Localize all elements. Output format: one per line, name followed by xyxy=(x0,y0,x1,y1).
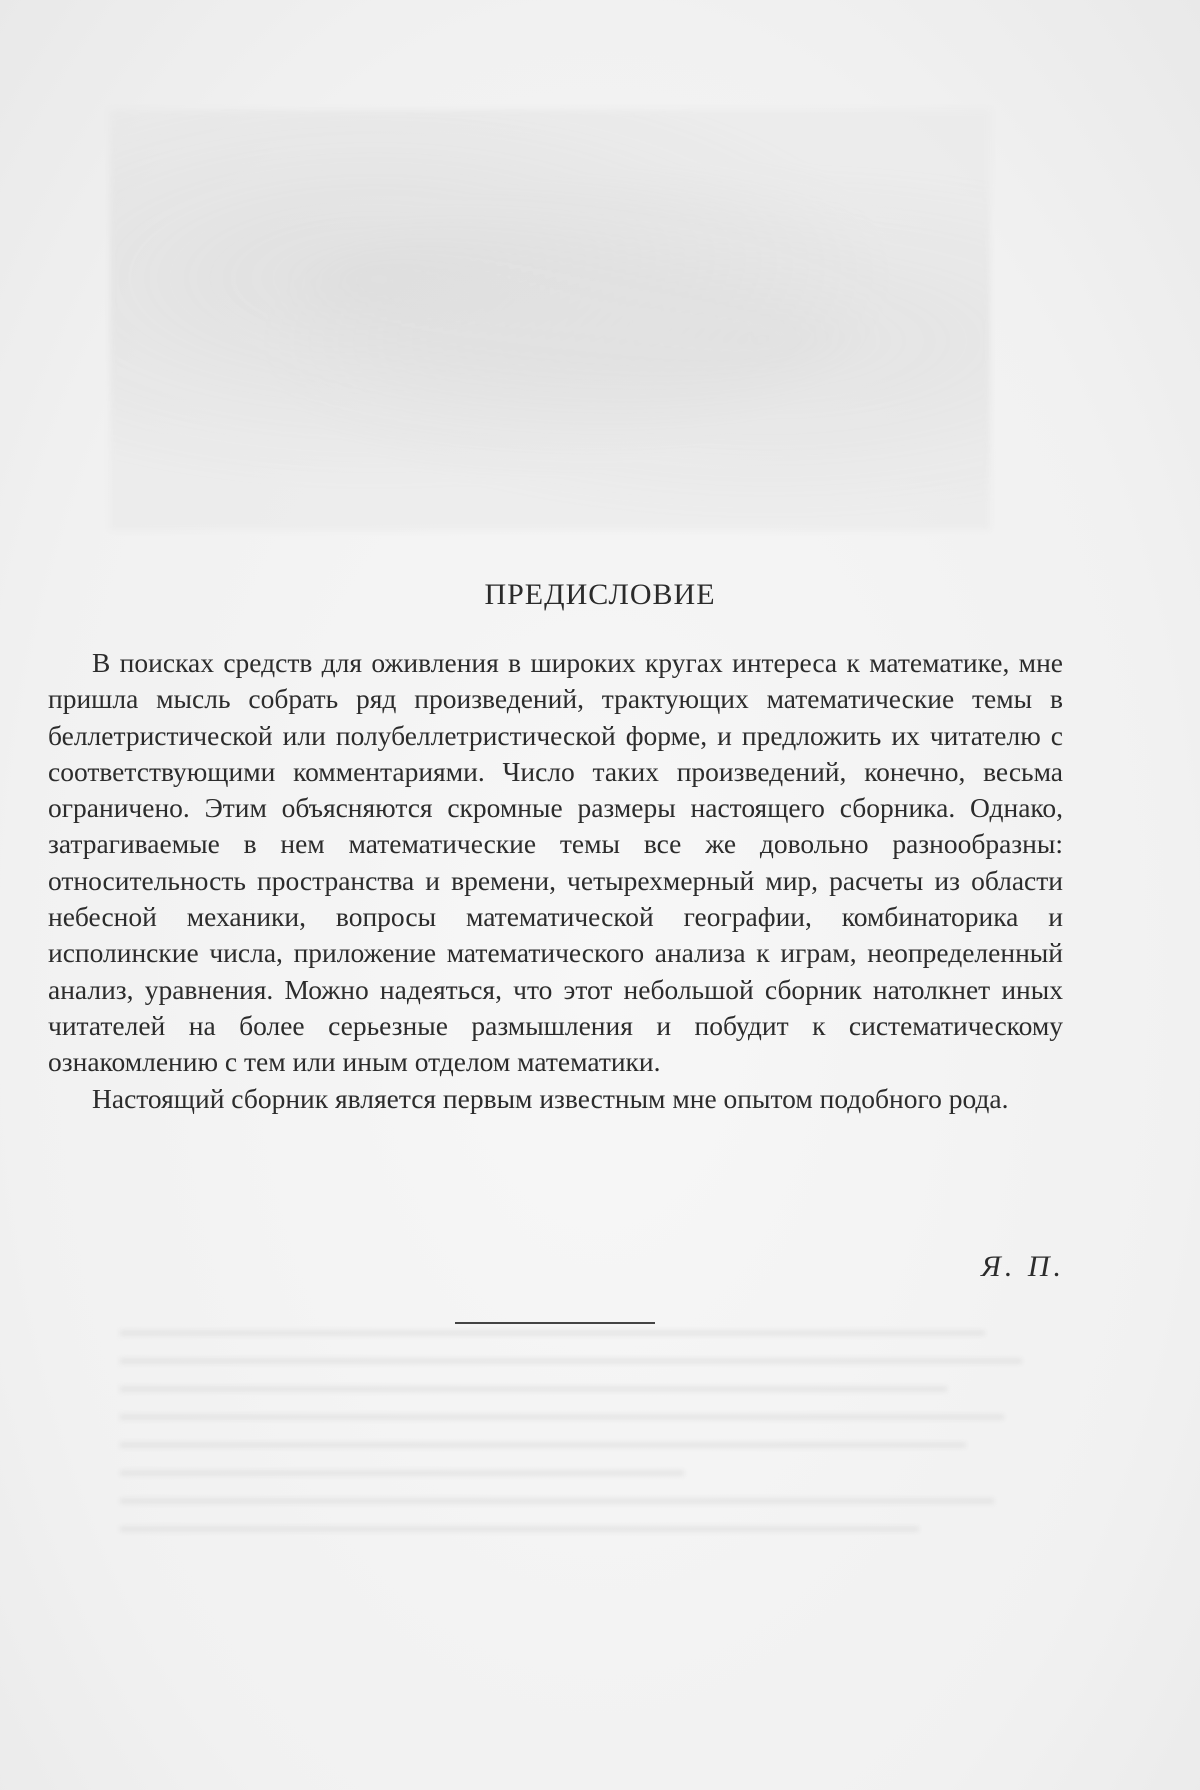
preface-body xyxy=(48,645,1063,1117)
paragraph-2: Настоящий сборник является первым известным мне опытом подобного рода. xyxy=(92,1082,1009,1114)
page-title: ПРЕДИСЛОВИЕ xyxy=(484,578,716,611)
bleed-through-illustration xyxy=(110,110,990,530)
section-divider xyxy=(455,1322,655,1324)
bleed-through-text xyxy=(120,1330,1060,1600)
author-signature: Я. П. xyxy=(981,1250,1065,1283)
paragraph-1: В поисках средств для оживления в широких кругах интереса к математике, мне пришла мысль собрать ряд произведений, трактующих математические темы в беллетристической или полубеллетристической форме, и предложить их читателю с соответствующими комментариями. Число таких произведений, конечно, весьма ограничено. Этим объясняются скромные размеры настоящего сборника. Однако, затрагиваемые в нем математические темы все же довольно разнообразны: относительность пространства и времени, четырехмерный мир, расчеты из области небесной механики, вопросы математической географии, комбинаторика и исполинские числа, приложение математического анализа к играм, неопределенный анализ, уравнения. Можно надеяться, что этот небольшой сборник натолкнет иных читателей на более серьезные размышления и побудит к систематическому ознакомлению с тем или иным отделом математики. xyxy=(48,647,1063,1078)
